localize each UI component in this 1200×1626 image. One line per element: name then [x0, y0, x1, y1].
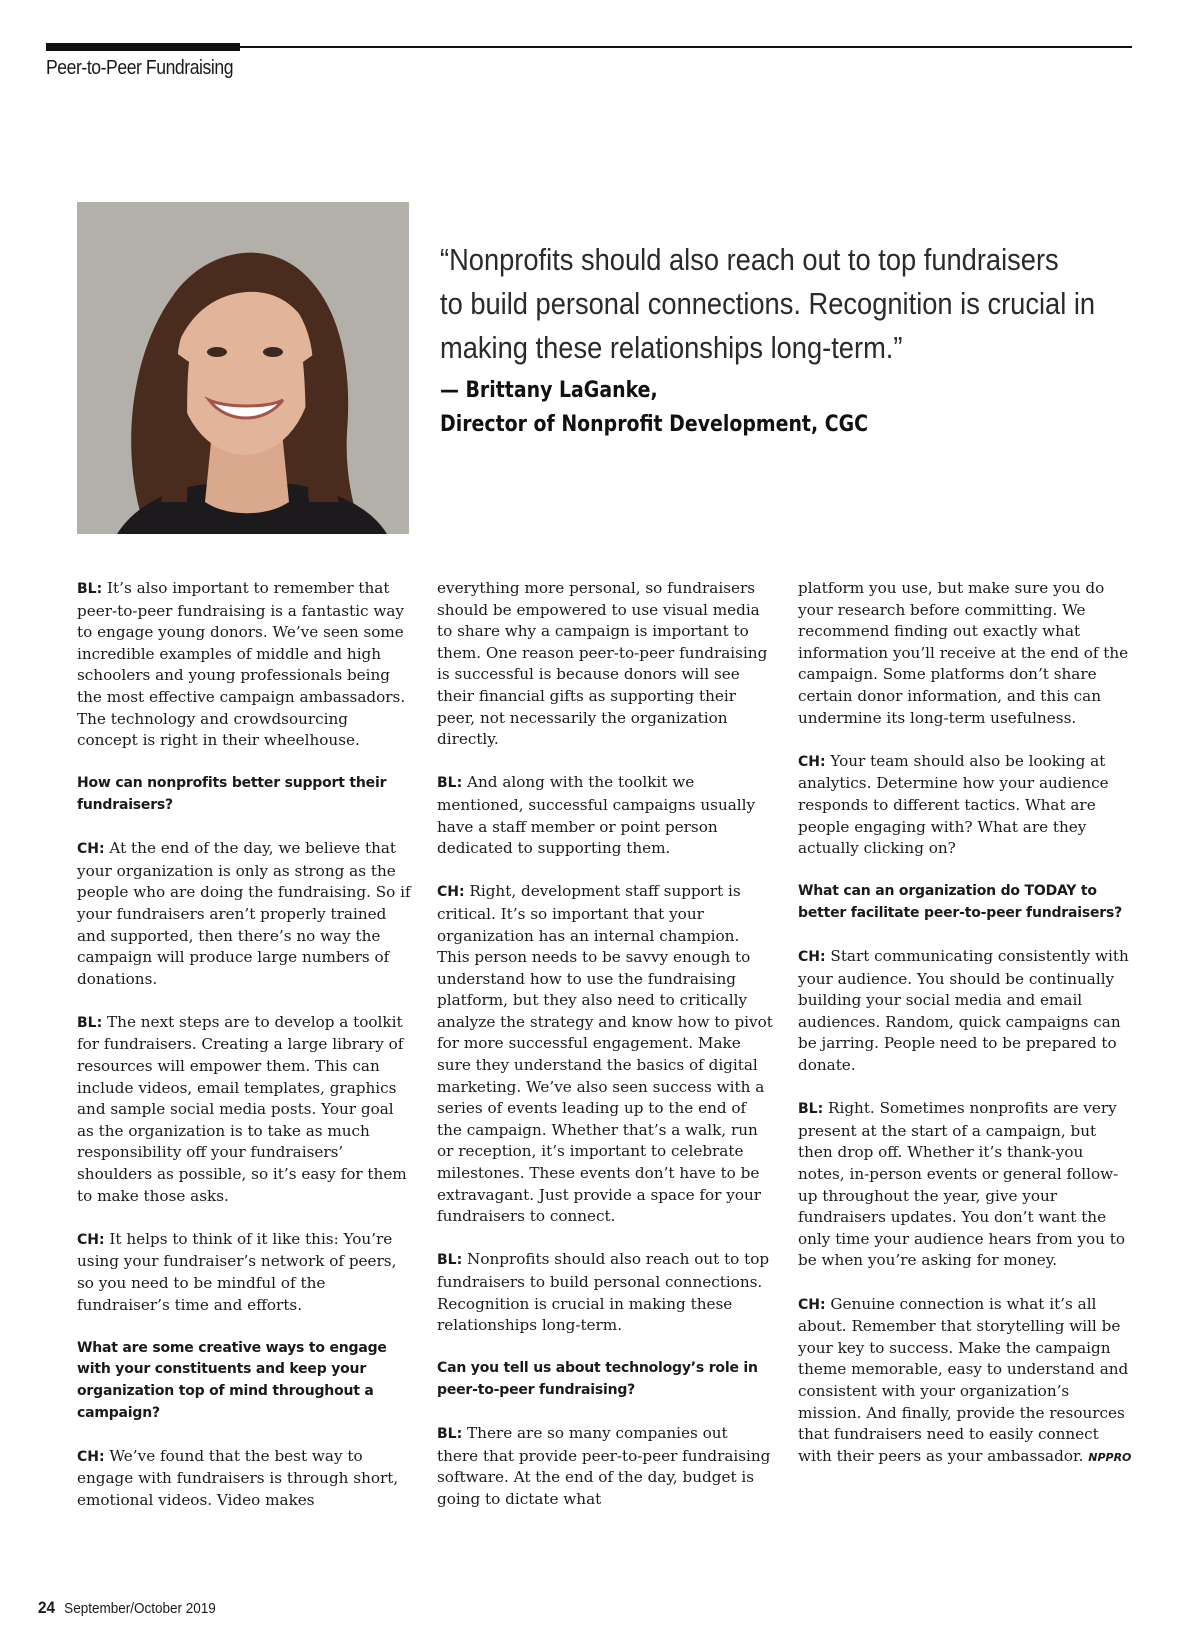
speaker-initials: CH:: [77, 841, 105, 858]
speaker-initials: CH:: [77, 1231, 105, 1248]
end-mark: NPPRO: [1088, 1450, 1132, 1464]
speaker-initials: CH:: [437, 884, 465, 901]
interview-answer: [437, 578, 773, 751]
answer-text: everything more personal, so fundraisers should be empowered to use visual media to share why a campaign is important to them. One reason peer-to-peer fundraising is successful is because donors will see their financial gifts as supporting their peer, not necessarily the organization directly.: [437, 579, 768, 749]
answer-text: The next steps are to develop a toolkit for fundraisers. Creating a large library of resources will empower them. This can include videos, email templates, graphics and sample social media posts. Your goal as the organization is to take as much responsibility off your fundraisers’ shoulders as possible, so it’s easy for them to make those asks.: [77, 1012, 407, 1205]
interview-answer: [77, 838, 413, 990]
interview-answer: [798, 946, 1134, 1077]
answer-text: At the end of the day, we believe that your organization is only as strong as the people who are doing the fundraising. So if your fundraisers aren’t properly trained and supported, then there’s no way the campaign will produce large numbers of donations.: [77, 839, 411, 988]
interview-answer: [798, 578, 1134, 729]
interview-answer: [798, 1294, 1134, 1469]
interview-answer: [798, 1098, 1134, 1272]
answer-text: Nonprofits should also reach out to top fundraisers to build personal connections. Recognition is crucial in making these relationships long-term.: [437, 1250, 770, 1335]
attribution-name: — Brittany LaGanke,: [440, 378, 658, 403]
speaker-initials: BL:: [437, 775, 463, 792]
answer-text: Right. Sometimes nonprofits are very present at the start of a campaign, but then drop off. Whether it’s thank-you notes, in-person events or general follow-up throughout the year, give your fundraisers updates. You don’t want the only time your audience hears from you to be when you’re asking for money.: [798, 1099, 1126, 1270]
answer-text: Your team should also be looking at analytics. Determine how your audience responds to different tactics. What are people engaging with? What are they actually clicking on?: [798, 751, 1109, 858]
answer-text: It’s also important to remember that peer-to-peer fundraising is a fantastic way to engage young donors. We’ve seen some incredible examples of middle and high schoolers and young professionals being the most effective campaign ambassadors. The technology and crowdsourcing concept is right in their wheelhouse.: [77, 579, 406, 750]
speaker-initials: BL:: [77, 581, 103, 597]
answer-text: platform you use, but make sure you do your research before committing. We recommend finding out exactly what information you’ll receive at the end of the campaign. Some platforms don’t share certain donor information, and this can undermine its long-term usefulness.: [798, 579, 1129, 727]
pull-quote-attribution: [440, 374, 1128, 442]
pull-quote-line: “Nonprofits should also reach out to top fundraisers: [440, 242, 1059, 277]
pull-quote-line: making these relationships long-term.”: [440, 330, 903, 365]
issue-date: September/October 2019: [64, 1600, 216, 1617]
page-footer: [38, 1598, 216, 1618]
pull-quote: [440, 238, 1160, 442]
interview-answer: [77, 1012, 413, 1207]
speaker-initials: BL:: [437, 1426, 463, 1443]
speaker-initials: CH:: [798, 949, 826, 966]
section-title: Peer-to-Peer Fundraising: [46, 57, 234, 79]
interview-question: Can you tell us about technology’s role in peer-to-peer fundraising?: [437, 1360, 758, 1398]
answer-text: There are so many companies out there that provide peer-to-peer fundraising software. At the end of the day, budget is going to dictate what: [437, 1424, 771, 1508]
answer-text: And along with the toolkit we mentioned, successful campaigns usually have a staff member or point person dedicated to supporting them.: [437, 773, 756, 858]
answer-text: Genuine connection is what it’s all about. Remember that storytelling will be your key to success. Make the campaign theme memorable, easy to understand and consistent with your organization’s mission. And finally, provide the resources that fundraisers need to easily connect with their peers as your ambassador.: [798, 1294, 1129, 1465]
speaker-initials: CH:: [77, 1448, 105, 1465]
interview-answer: [437, 1423, 773, 1510]
speaker-initials: BL:: [77, 1014, 103, 1031]
interview-question: What can an organization do TODAY to better facilitate peer-to-peer fundraisers?: [798, 883, 1123, 921]
pull-quote-text: [440, 238, 1144, 370]
header-rule: [46, 46, 1132, 48]
interview-answer: [77, 1229, 413, 1316]
interview-answer: [798, 751, 1134, 860]
article-column-3: [798, 578, 1134, 1490]
interview-answer: [77, 1446, 413, 1512]
interview-question: What are some creative ways to engage with your constituents and keep your organization top of mind throughout a campaign?: [77, 1339, 387, 1421]
portrait-photo-icon: [77, 202, 409, 534]
attribution-title: Director of Nonprofit Development, CGC: [440, 412, 869, 437]
portrait-photo: [77, 202, 409, 534]
answer-text: It helps to think of it like this: You’re using your fundraiser’s network of peers, so you need to be mindful of the fundraiser’s time and efforts.: [77, 1229, 397, 1314]
speaker-initials: CH:: [798, 753, 826, 770]
interview-answer: [77, 578, 413, 752]
interview-answer: [437, 1249, 773, 1336]
interview-answer: [437, 772, 773, 859]
interview-question: How can nonprofits better support their fundraisers?: [77, 775, 387, 813]
page-number: 24: [38, 1598, 56, 1617]
speaker-initials: BL:: [798, 1101, 824, 1118]
answer-text: We’ve found that the best way to engage with fundraisers is through short, emotional videos. Video makes: [77, 1446, 399, 1509]
speaker-initials: BL:: [437, 1252, 463, 1269]
pull-quote-line: to build personal connections. Recognition is crucial in: [440, 286, 1096, 321]
article-column-1: [77, 578, 413, 1533]
speaker-initials: CH:: [798, 1296, 826, 1313]
interview-answer: [437, 881, 773, 1228]
article-column-2: [437, 578, 773, 1532]
answer-text: Start communicating consistently with your audience. You should be continually building your social media and email audiences. Random, quick campaigns can be jarring. People need to be prepared to donate.: [798, 947, 1129, 1075]
answer-text: Right, development staff support is critical. It’s so important that your organization has an internal champion. This person needs to be savvy enough to understand how to use the fundraising platform, but they also need to critically analyze the strategy and know how to pivot for more successful engagement. Make sure they understand the basics of digital marketing. We’ve also seen success with a series of events leading up to the end of the campaign. Whether that’s a walk, run or reception, it’s important to celebrate milestones. These events don’t have to be extravagant. Just provide a space for your fundraisers to connect.: [437, 882, 773, 1226]
